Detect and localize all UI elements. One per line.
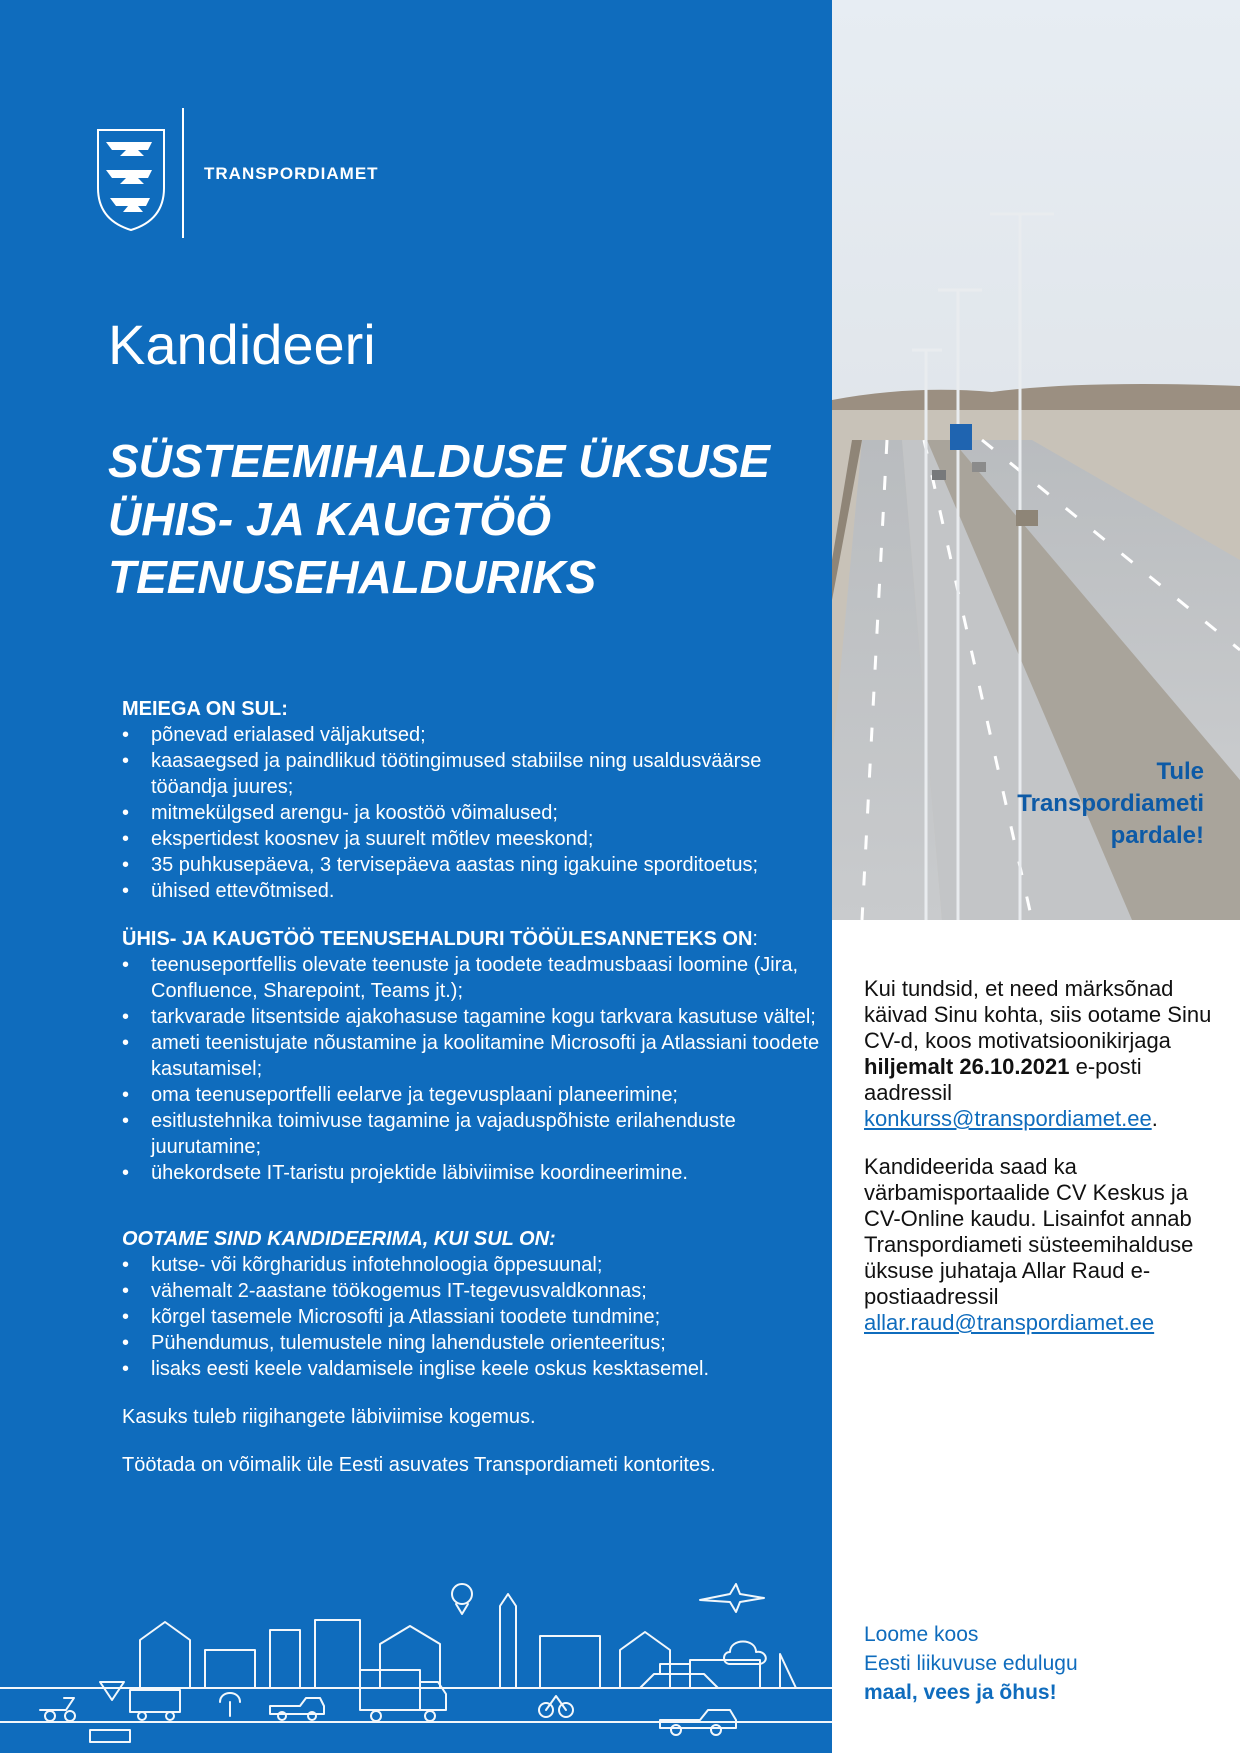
contest-email-link[interactable]: konkurss@transpordiamet.ee — [864, 1106, 1152, 1131]
requirements-heading: OOTAME SIND KANDIDEERIMA, KUI SUL ON: — [122, 1228, 556, 1250]
apply-text: Kandideerida saad ka värbamisportaalide CV Keskus ja CV-Online kaudu. Lisainfot annab Transpordiameti süsteemihalduse üksuse juhataja Allar Raud e-postiaadressil — [864, 1154, 1194, 1309]
list-item: • põnevad erialased väljakutsed; — [122, 722, 822, 748]
list-item: • vähemalt 2-aastane töökogemus IT-tegevusvaldkonnas; — [122, 1278, 822, 1304]
list-item: • Pühendumus, tulemustele ning lahendustele orienteeritus; — [122, 1330, 822, 1356]
list-item: • kõrgel tasemele Microsofti ja Atlassiani toodete tundmine; — [122, 1304, 822, 1330]
list-item: • mitmekülgsed arengu- ja koostöö võimalused; — [122, 800, 822, 826]
mobility-skyline-illustration — [0, 1570, 832, 1753]
duties-heading-text: ÜHIS- JA KAUGTÖÖ TEENUSEHALDURI TÖÖÜLESANNETEKS ON — [122, 928, 753, 950]
duties-list — [122, 952, 822, 1186]
contact-email-link[interactable]: allar.raud@transpordiamet.ee — [864, 1310, 1155, 1335]
apply-text: e-posti aadressil — [864, 1054, 1142, 1105]
duties-heading-colon: : — [752, 928, 758, 950]
list-item: • kaasaegsed ja paindlikud töötingimused stabiilse ning usaldusväärse tööandja juures; — [122, 748, 822, 800]
location-note: Töötada on võimalik üle Eesti asuvates Transpordiameti kontorites. — [122, 1454, 716, 1476]
slogan-line: Eesti liikuvuse edulugu — [864, 1652, 1078, 1675]
offer-heading: MEIEGA ON SUL: — [122, 698, 288, 720]
job-title-line: ÜHIS- JA KAUGTÖÖ — [108, 493, 551, 545]
caption-line: pardale! — [1110, 822, 1204, 849]
apply-paragraph-2 — [864, 1154, 1214, 1336]
advantage-note: Kasuks tuleb riigihangete läbiviimise kogemus. — [122, 1406, 536, 1428]
list-item: • kutse- või kõrgharidus infotehnoloogia õppesuunal; — [122, 1252, 822, 1278]
agency-name: TRANSPORDIAMET — [204, 164, 379, 183]
list-item: • 35 puhkusepäeva, 3 tervisepäeva aastas ning igakuine sporditoetus; — [122, 852, 822, 878]
requirements-list — [122, 1252, 822, 1382]
list-item: • oma teenuseportfelli eelarve ja tegevusplaani planeerimine; — [122, 1082, 822, 1108]
apply-text: Kui tundsid, et need märksõnad käivad Sinu kohta, siis ootame Sinu CV-d, koos motivatsioonikirjaga — [864, 976, 1212, 1053]
apply-text: . — [1151, 1106, 1158, 1131]
right-panel — [832, 0, 1240, 1753]
slogan — [864, 1620, 1214, 1707]
call-to-apply: Kandideeri — [108, 313, 376, 376]
offer-list — [122, 722, 822, 904]
deadline: hiljemalt 26.10.2021 — [864, 1054, 1070, 1079]
list-item: • ühekordsete IT-taristu projektide läbiviimise koordineerimine. — [122, 1160, 822, 1186]
job-title — [108, 432, 808, 606]
job-title-line: SÜSTEEMIHALDUSE ÜKSUSE — [108, 435, 770, 487]
caption-line: Transpordiameti — [1017, 790, 1204, 817]
logo-divider — [182, 108, 184, 238]
duties-heading — [122, 926, 822, 952]
list-item: • tarkvarade litsentside ajakohasuse tagamine kogu tarkvara kasutuse vältel; — [122, 1004, 822, 1030]
job-title-line: TEENUSEHALDURIKS — [108, 551, 597, 603]
list-item: • lisaks eesti keele valdamisele inglise keele oskus kesktasemel. — [122, 1356, 822, 1382]
caption-line: Tule — [1156, 758, 1204, 785]
apply-paragraph-1 — [864, 976, 1214, 1132]
list-item: • ameti teenistujate nõustamine ja koolitamine Microsofti ja Atlassiani toodete kasutamisel; — [122, 1030, 822, 1082]
slogan-line: Loome koos — [864, 1623, 979, 1646]
list-item: • ekspertidest koosnev ja suurelt mõtlev meeskond; — [122, 826, 822, 852]
job-description — [122, 696, 822, 1478]
list-item: • ühised ettevõtmised. — [122, 878, 822, 904]
list-item: • teenuseportfellis olevate teenuste ja toodete teadmusbaasi loomine (Jira, Confluence, Sharepoint, Teams jt.); — [122, 952, 822, 1004]
coat-of-arms-icon — [96, 128, 166, 232]
photo-caption — [944, 756, 1204, 852]
list-item: • esitlustehnika toimivuse tagamine ja vajaduspõhiste erilahenduste juurutamine; — [122, 1108, 822, 1160]
apply-instructions — [864, 976, 1214, 1358]
slogan-line: maal, vees ja õhus! — [864, 1681, 1057, 1704]
